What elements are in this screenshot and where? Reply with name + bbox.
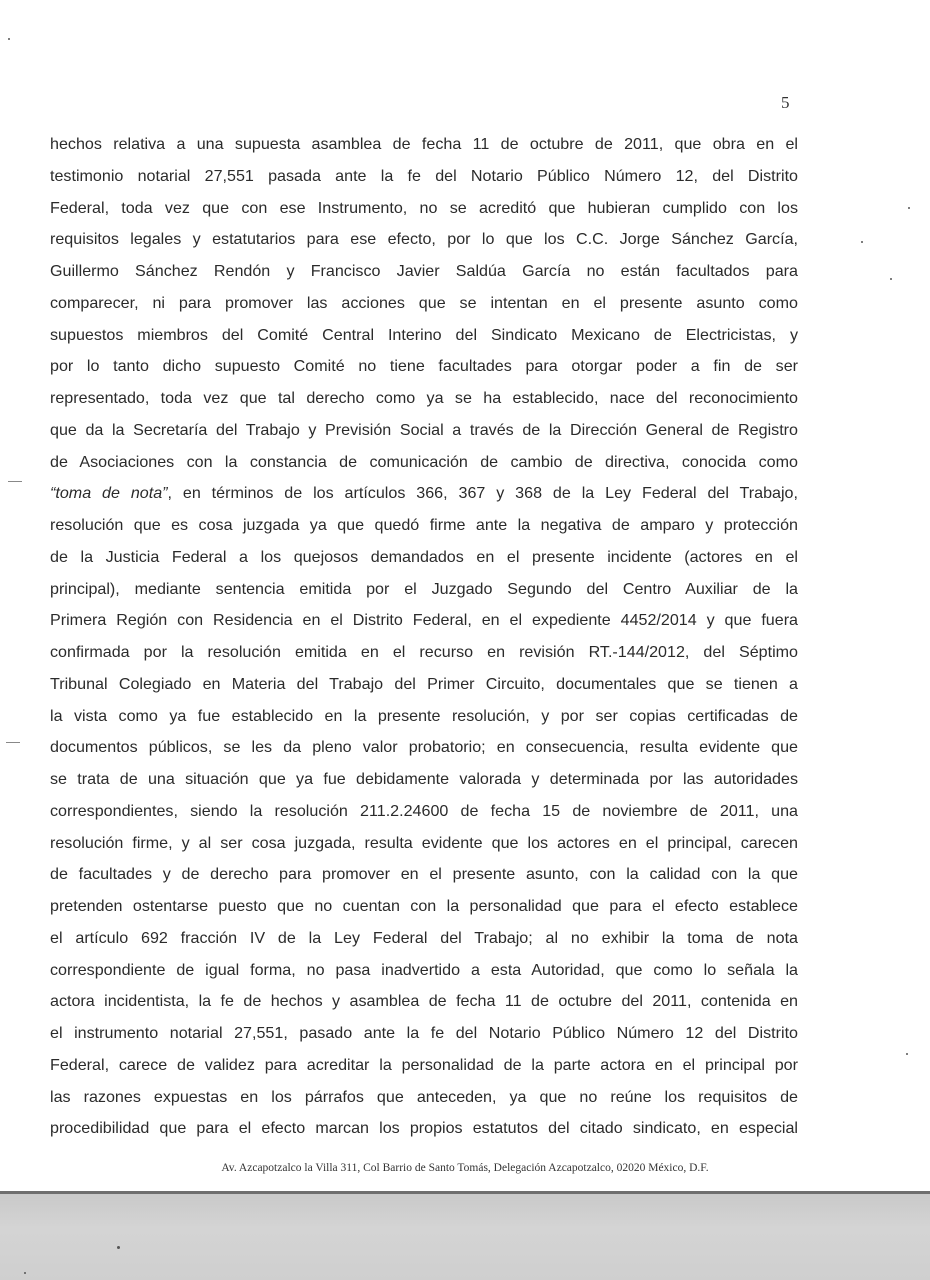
text-line: comparecer, ni para promover las acciones que se intentan en el presente asunto como: [50, 293, 798, 312]
body-paragraph: [50, 129, 798, 1145]
text-line: confirmada por la resolución emitida en el recurso en revisión RT.-144/2012, del Séptimo: [50, 643, 798, 661]
text-line: el artículo 692 fracción IV de la Ley Federal del Trabajo; al no exhibir la toma de nota: [50, 928, 798, 947]
text-line: correspondiente de igual forma, no pasa inadvertido a esta Autoridad, que como lo señala la: [50, 960, 798, 979]
text-line: testimonio notarial 27,551 pasada ante la fe del Notario Público Número 12, del Distrito: [50, 166, 798, 185]
text-line: hechos relativa a una supuesta asamblea de fecha 11 de octubre de 2011, que obra en el: [50, 135, 798, 153]
text-line: pretenden ostentarse puesto que no cuentan con la personalidad que para el efecto establece: [50, 897, 798, 915]
footer-address: Av. Azcapotzalco la Villa 311, Col Barrio de Santo Tomás, Delegación Azcapotzalco, 02020 México, D.F.: [221, 1162, 709, 1174]
toma-de-nota-term: “toma de nota”: [50, 484, 168, 503]
scan-speck: [861, 241, 863, 243]
text-line: la vista como ya fue establecido en la presente resolución, y por ser copias certificadas de: [50, 706, 798, 725]
text-line: procedibilidad que para el efecto marcan los propios estatutos del citado sindicato, en especial: [50, 1119, 798, 1138]
text-line: Federal, toda vez que con ese Instrumento, no se acreditó que hubieran cumplido con los: [50, 198, 798, 217]
scan-mark: [6, 742, 20, 743]
text-line: el instrumento notarial 27,551, pasado ante la fe del Notario Público Número 12 del Distrito: [50, 1024, 798, 1042]
scan-speck: [24, 1272, 26, 1274]
scan-speck: [908, 207, 910, 209]
text-line: resolución firme, y al ser cosa juzgada, resulta evidente que los actores en el principal, carecen: [50, 833, 798, 852]
text-line: las razones expuestas en los párrafos que anteceden, ya que no reúne los requisitos de: [50, 1087, 798, 1106]
scanner-background: [0, 1194, 930, 1280]
text-line: de Asociaciones con la constancia de comunicación de cambio de directiva, conocida como: [50, 452, 798, 471]
text-line: de facultades y de derecho para promover en el presente asunto, con la calidad con la que: [50, 865, 798, 884]
text-line: Primera Región con Residencia en el Distrito Federal, en el expediente 4452/2014 y que fuera: [50, 611, 798, 630]
scan-mark: [8, 481, 22, 482]
text-line: actora incidentista, la fe de hechos y asamblea de fecha 11 de octubre del 2011, contenida en: [50, 992, 798, 1011]
text-line: se trata de una situación que ya fue debidamente valorada y determinada por las autoridades: [50, 770, 798, 788]
text-line: principal), mediante sentencia emitida por el Juzgado Segundo del Centro Auxiliar de la: [50, 579, 798, 598]
text-line: por lo tanto dicho supuesto Comité no tiene facultades para otorgar poder a fin de ser: [50, 357, 798, 376]
text-line: resolución que es cosa juzgada ya que quedó firme ante la negativa de amparo y protección: [50, 516, 798, 534]
text-line: representado, toda vez que tal derecho como ya se ha establecido, nace del reconocimiento: [50, 389, 798, 407]
scan-speck: [906, 1053, 908, 1055]
scan-speck: [117, 1246, 120, 1249]
scan-speck: [890, 278, 892, 280]
text-line: requisitos legales y estatutarios para ese efecto, por lo que los C.C. Jorge Sánchez García,: [50, 230, 798, 249]
text-line: de la Justicia Federal a los quejosos demandados en el presente incidente (actores en el: [50, 547, 798, 566]
text-line: correspondientes, siendo la resolución 211.2.24600 de fecha 15 de noviembre de 2011, una: [50, 801, 798, 820]
text-line: documentos públicos, se les da pleno valor probatorio; en consecuencia, resulta evidente que: [50, 738, 798, 757]
text-line: Federal, carece de validez para acreditar la personalidad de la parte actora en el principal por: [50, 1055, 798, 1074]
text-line: supuestos miembros del Comité Central Interino del Sindicato Mexicano de Electricistas, y: [50, 325, 798, 344]
scan-speck: [8, 38, 10, 40]
text-line-toma-de-nota: [50, 478, 798, 510]
text-line: que da la Secretaría del Trabajo y Previsión Social a través de la Dirección General de Registro: [50, 420, 798, 439]
text-line-rest: , en términos de los artículos 366, 367 y 368 de la Ley Federal del Trabajo,: [167, 484, 798, 503]
text-line: Guillermo Sánchez Rendón y Francisco Javier Saldúa García no están facultados para: [50, 262, 798, 280]
text-line: Tribunal Colegiado en Materia del Trabajo del Primer Circuito, documentales que se tienen a: [50, 674, 798, 693]
page-number: 5: [781, 93, 790, 112]
